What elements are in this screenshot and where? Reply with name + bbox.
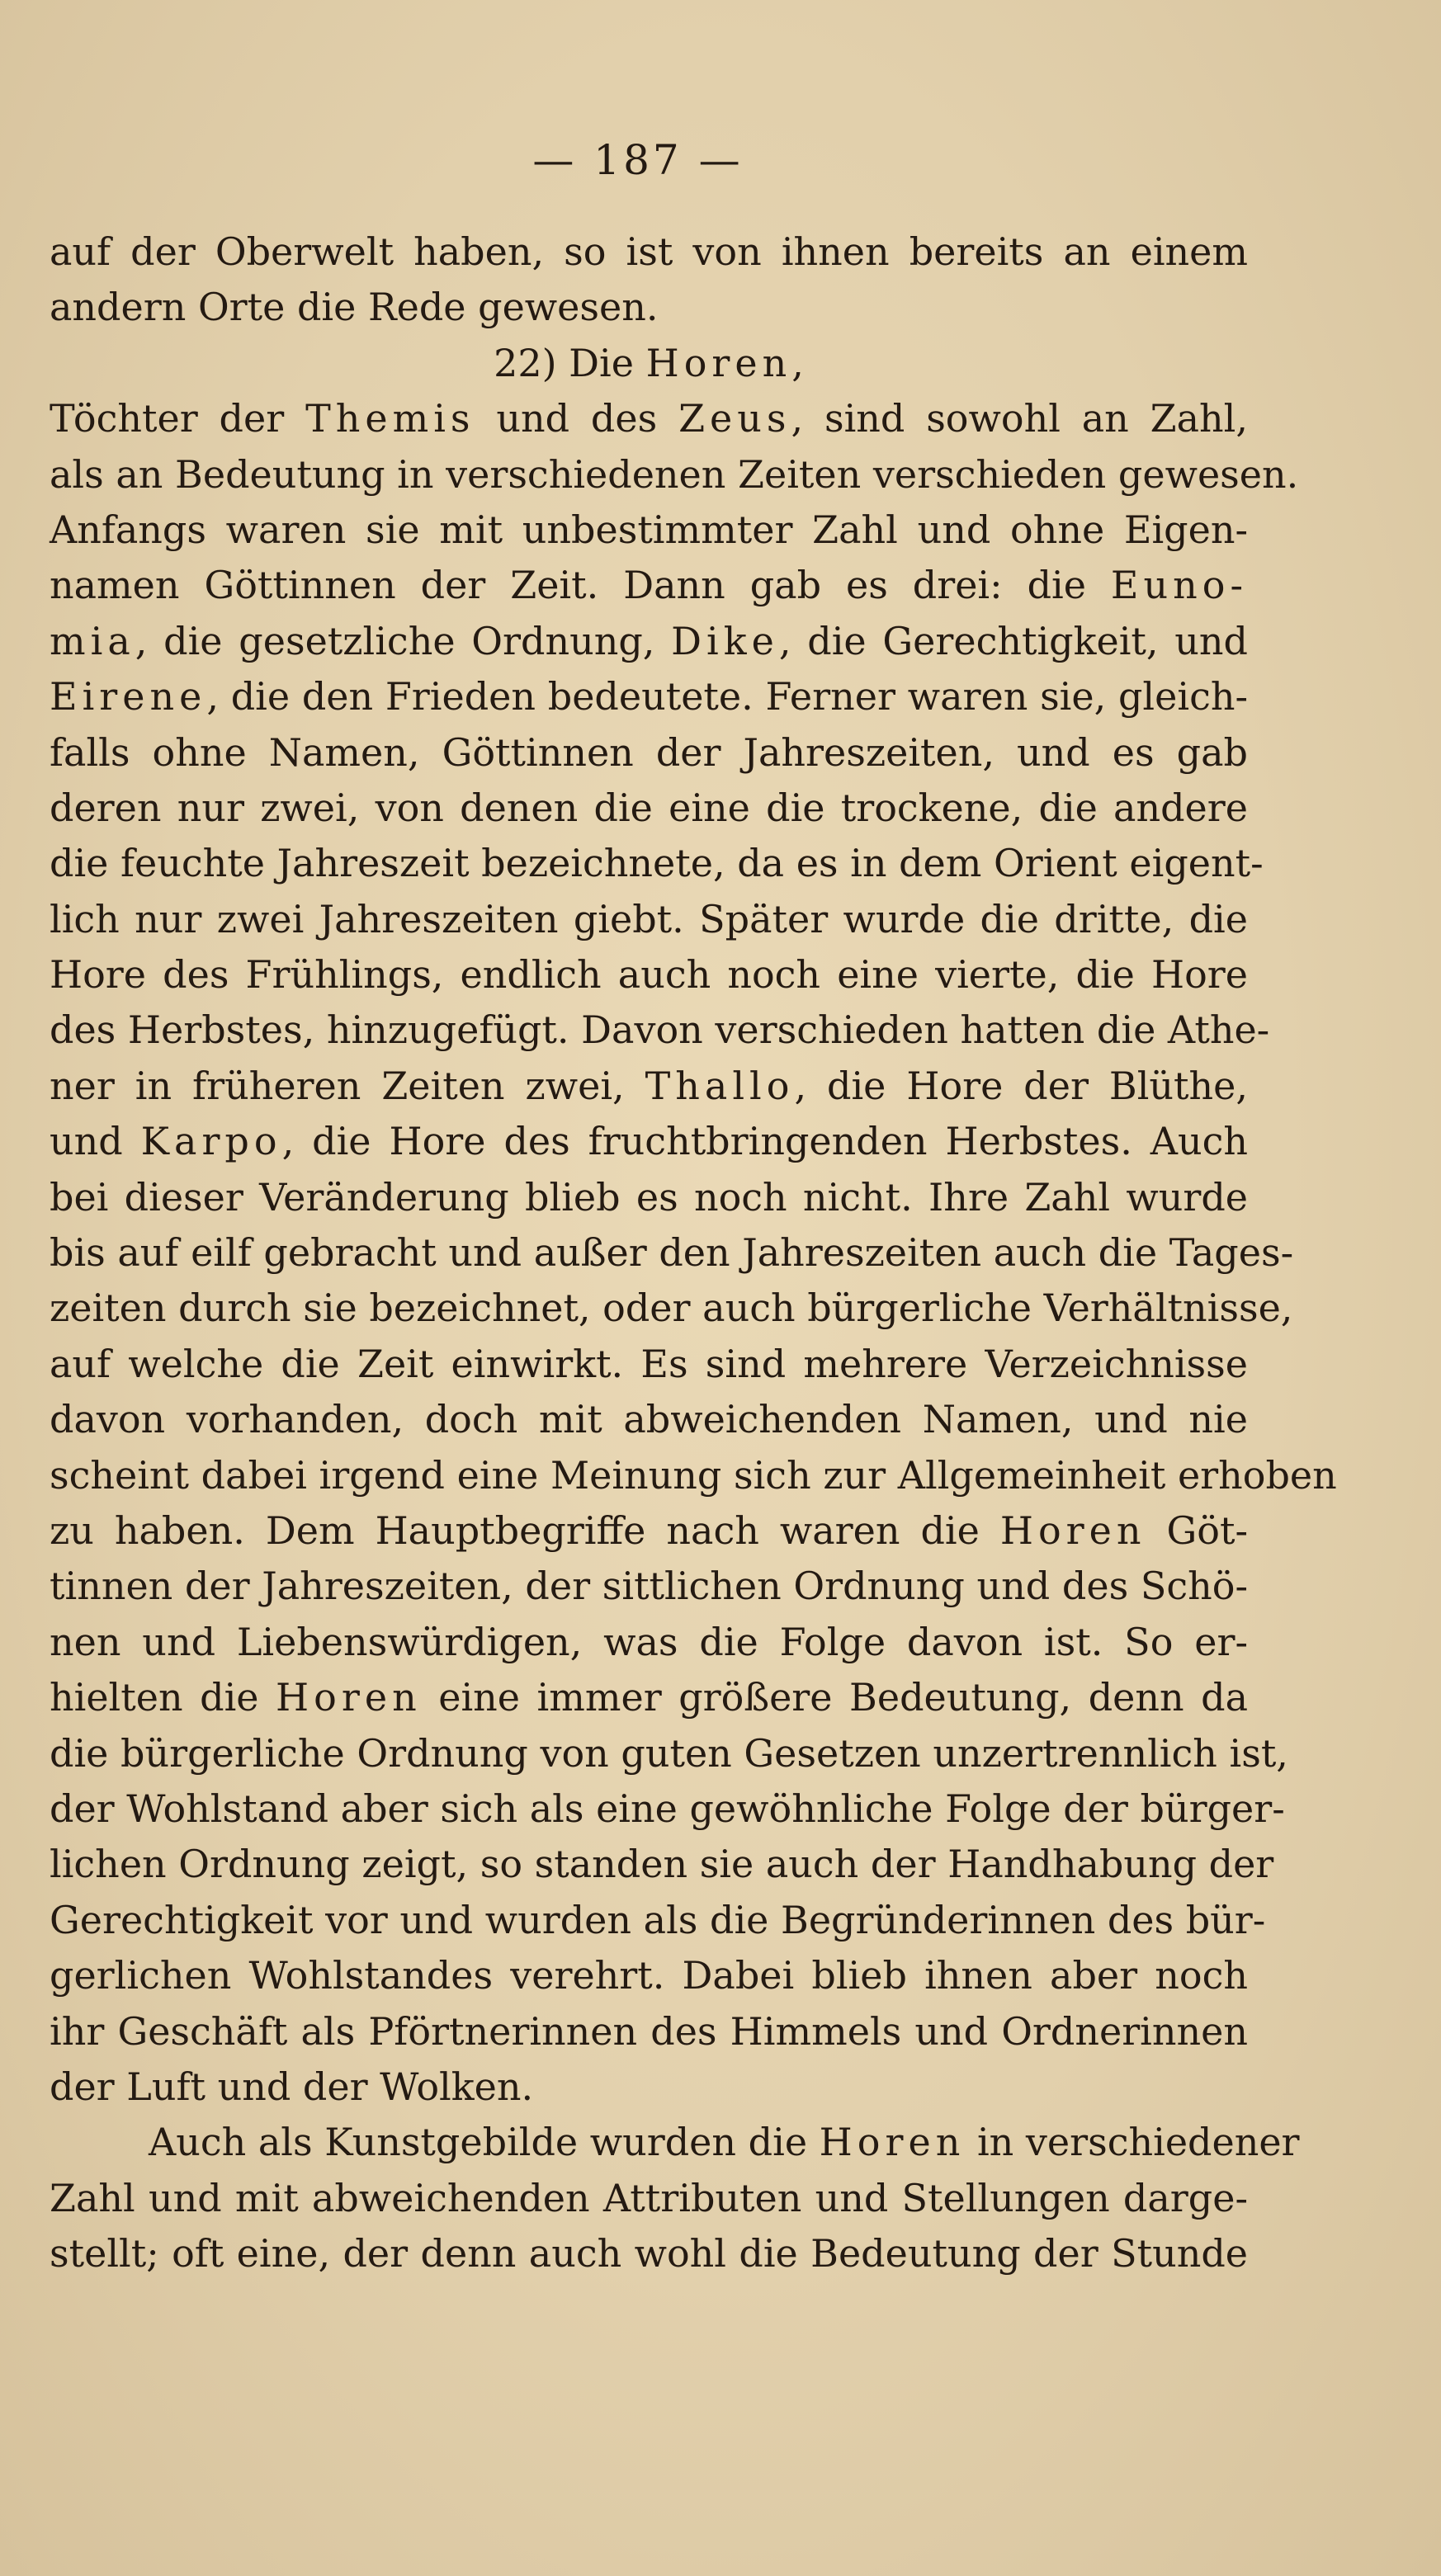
text-run: stellt; oft eine, der denn auch wohl die Bedeutung der Stunde <box>50 2231 1248 2276</box>
text-line <box>50 614 1248 669</box>
text-run: zeiten durch sie bezeichnet, oder auch bürgerliche Verhältnisse, <box>50 1286 1293 1331</box>
spaced-name: Horen <box>645 340 792 385</box>
text-run: Gerechtigkeit vor und wurden als die Begründerinnen des bür- <box>50 1897 1266 1942</box>
text-run: Auch als Kunstgebilde wurden die <box>149 2120 820 2165</box>
text-run: des Herbstes, hinzugefügt. Davon verschieden hatten die Athe- <box>50 1007 1270 1053</box>
text-run: , die Gerechtigkeit, und <box>778 618 1248 663</box>
spaced-name: Dike <box>671 618 779 663</box>
text-line <box>50 224 1248 280</box>
text-run: Töchter der <box>50 396 306 441</box>
text-run: lichen Ordnung zeigt, so standen sie auch der Handhabung der <box>50 1842 1274 1887</box>
text-run: die bürgerliche Ordnung von guten Gesetzen unzertrennlich ist, <box>50 1730 1288 1776</box>
text-line <box>50 2004 1248 2059</box>
text-run: ner in früheren Zeiten zwei, <box>50 1063 645 1108</box>
text-run: Zahl und mit abweichenden Attributen und Stellungen darge- <box>50 2175 1248 2220</box>
text-run: tinnen der Jahreszeiten, der sittlichen Ordnung und des Schö- <box>50 1564 1248 1609</box>
text-line <box>50 1448 1337 1503</box>
spaced-name: mia <box>50 618 135 663</box>
text-run: zu haben. Dem Hauptbegriffe nach waren die <box>50 1507 1000 1553</box>
text-line <box>50 725 1248 781</box>
text-run: Hore des Frühlings, endlich auch noch eine vierte, die Hore <box>50 952 1248 998</box>
spaced-name: Horen <box>819 2120 966 2165</box>
text-run: und <box>50 1119 141 1164</box>
text-run: , <box>791 340 804 385</box>
spaced-name: Horen <box>276 1675 422 1720</box>
spaced-name: Euno- <box>1110 563 1248 608</box>
text-line <box>50 1837 1274 1892</box>
text-run: , die gesetzliche Ordnung, <box>135 618 672 663</box>
text-run: , die den Frieden bedeutete. Ferner waren sie, gleich- <box>206 674 1248 719</box>
text-run: eine immer größere Bedeutung, denn da <box>421 1675 1249 1720</box>
text-line <box>50 1781 1285 1837</box>
text-line <box>50 2115 1300 2170</box>
spaced-name: Karpo <box>140 1119 282 1164</box>
text-run: , die Hore der Blüthe, <box>794 1063 1248 1108</box>
text-run: falls ohne Namen, Göttinnen der Jahreszeiten, und es gab <box>50 729 1248 775</box>
text-run: andern Orte die Rede gewesen. <box>50 285 659 330</box>
text-line <box>50 391 1248 446</box>
text-run: nen und Liebenswürdigen, was die Folge davon ist. So er- <box>50 1619 1248 1664</box>
text-run: davon vorhanden, doch mit abweichenden Namen, und nie <box>50 1397 1248 1442</box>
text-line <box>50 502 1248 558</box>
text-line <box>50 1559 1248 1614</box>
text-run: gerlichen Wohlstandes verehrt. Dabei blieb ihnen aber noch <box>50 1953 1248 1998</box>
text-line <box>50 669 1248 724</box>
text-run: auf welche die Zeit einwirkt. Es sind mehrere Verzeichnisse <box>50 1341 1248 1386</box>
text-run: als an Bedeutung in verschiedenen Zeiten verschieden gewesen. <box>50 451 1299 497</box>
text-line <box>50 836 1264 891</box>
text-line <box>50 1615 1248 1670</box>
text-line <box>50 280 1248 335</box>
text-run: , sind sowohl an Zahl, <box>791 396 1249 441</box>
text-line <box>50 1948 1248 2003</box>
text-line <box>50 1225 1294 1281</box>
text-run: namen Göttinnen der Zeit. Dann gab es drei: die <box>50 563 1111 608</box>
text-line <box>50 1670 1248 1725</box>
text-line <box>50 2171 1248 2226</box>
text-run: 22) Die <box>494 340 646 385</box>
text-run: und des <box>475 396 679 441</box>
text-line <box>50 1170 1248 1225</box>
text-run: Anfangs waren sie mit unbestimmter Zahl und ohne Eigen- <box>50 507 1248 552</box>
spaced-name: Horen <box>999 1507 1146 1553</box>
page-number: — 187 — <box>532 136 744 184</box>
text-line <box>50 781 1248 836</box>
spaced-name: Thallo <box>645 1063 795 1108</box>
spaced-name: Zeus <box>678 396 791 441</box>
text-line <box>50 1114 1248 1169</box>
text-run: bei dieser Veränderung blieb es noch nicht. Ihre Zahl wurde <box>50 1174 1248 1220</box>
text-line <box>50 2059 1248 2115</box>
spaced-name: Eirene <box>50 674 207 719</box>
spaced-name: Themis <box>305 396 475 441</box>
text-line <box>50 1893 1266 1948</box>
text-line <box>50 947 1248 1003</box>
text-line <box>50 1337 1248 1392</box>
text-run: bis auf eilf gebracht und außer den Jahreszeiten auch die Tages- <box>50 1230 1294 1276</box>
text-run: in verschiedener <box>965 2120 1300 2165</box>
text-run: Göt- <box>1146 1507 1249 1553</box>
text-line <box>50 1503 1248 1559</box>
text-line <box>50 1392 1248 1447</box>
text-line <box>50 2226 1248 2281</box>
text-run: deren nur zwei, von denen die eine die trockene, die andere <box>50 785 1248 830</box>
text-line <box>50 558 1248 613</box>
text-run: die feuchte Jahreszeit bezeichnete, da es in dem Orient eigent- <box>50 841 1264 886</box>
text-line <box>50 1281 1293 1336</box>
text-line <box>50 1726 1288 1781</box>
text-line <box>50 892 1248 947</box>
text-line <box>50 447 1299 502</box>
section-heading <box>50 336 1248 391</box>
text-line <box>50 1003 1270 1058</box>
body-text <box>50 224 1337 2281</box>
text-run: , die Hore des fruchtbringenden Herbstes. Auch <box>281 1119 1248 1164</box>
text-run: auf der Oberwelt haben, so ist von ihnen bereits an einem <box>50 229 1248 274</box>
text-run: scheint dabei irgend eine Meinung sich zur Allgemeinheit erhoben <box>50 1452 1337 1498</box>
text-run: der Wohlstand aber sich als eine gewöhnliche Folge der bürger- <box>50 1786 1285 1831</box>
text-run: hielten die <box>50 1675 276 1720</box>
text-run: lich nur zwei Jahreszeiten giebt. Später wurde die dritte, die <box>50 896 1248 941</box>
text-line <box>50 1059 1248 1114</box>
text-run: ihr Geschäft als Pförtnerinnen des Himmels und Ordnerinnen <box>50 2008 1248 2054</box>
text-run: der Luft und der Wolken. <box>50 2064 534 2109</box>
